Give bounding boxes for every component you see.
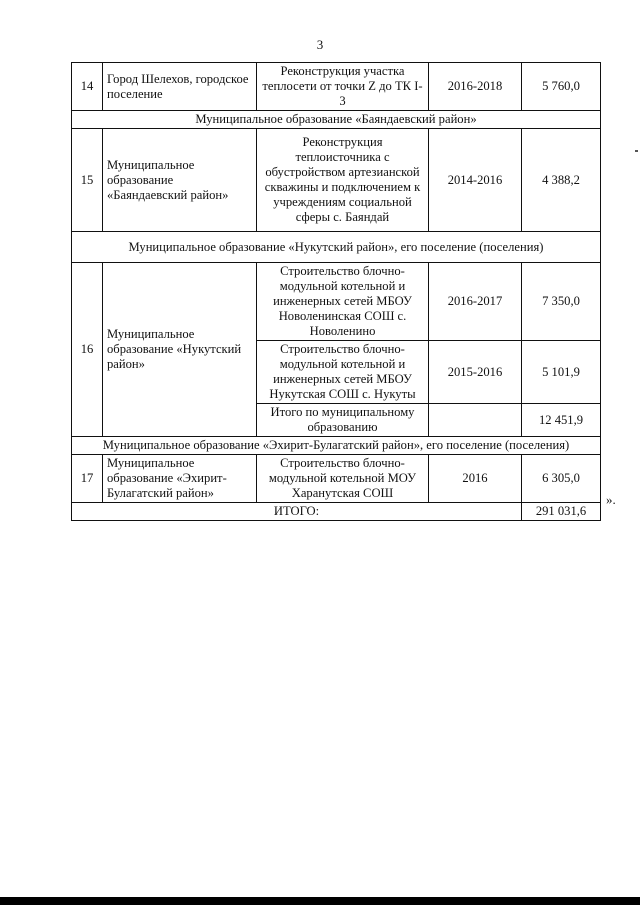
years-cell: 2016 xyxy=(429,455,522,503)
table-row xyxy=(72,455,601,503)
section-row xyxy=(72,437,601,455)
total-label: ИТОГО: xyxy=(72,503,522,521)
subtotal-amount: 12 451,9 xyxy=(522,404,601,437)
subtotal-label: Итого по муниципальному образованию xyxy=(257,404,429,437)
years-cell: 2014-2016 xyxy=(429,129,522,232)
years-cell: 2016-2017 xyxy=(429,263,522,341)
total-row xyxy=(72,503,601,521)
page-number: 3 xyxy=(316,37,324,52)
municipality-cell: Муниципальное образование «Нукутский район» xyxy=(103,263,257,437)
amount-cell: 5 760,0 xyxy=(522,63,601,111)
amount-cell: 4 388,2 xyxy=(522,129,601,232)
amount-cell: 5 101,9 xyxy=(522,341,601,404)
section-title: Муниципальное образование «Баяндаевский район» xyxy=(72,111,601,129)
row-number: 17 xyxy=(72,455,103,503)
project-cell: Реконструкция участка теплосети от точки Z до ТК I-3 xyxy=(257,63,429,111)
empty-cell xyxy=(429,404,522,437)
section-title: Муниципальное образование «Нукутский район», его поселение (поселения) xyxy=(72,232,601,263)
project-cell: Реконструкция теплоисточника с обустройством артезианской скважины и подключением к учреждениям социальной сферы с. Баяндай xyxy=(257,129,429,232)
scan-edge-mark xyxy=(635,150,638,152)
section-title: Муниципальное образование «Эхирит-Булагатский район», его поселение (поселения) xyxy=(72,437,601,455)
row-number: 15 xyxy=(72,129,103,232)
projects-table xyxy=(71,62,601,521)
project-cell: Строительство блочно-модульной котельной и инженерных сетей МБОУ Нукутская СОШ с. Нукуты xyxy=(257,341,429,404)
municipality-cell: Муниципальное образование «Эхирит-Булагатский район» xyxy=(103,455,257,503)
section-row xyxy=(72,232,601,263)
municipality-cell: Муниципальное образование «Баяндаевский район» xyxy=(103,129,257,232)
row-number: 16 xyxy=(72,263,103,437)
section-row xyxy=(72,111,601,129)
row-number: 14 xyxy=(72,63,103,111)
amount-cell: 7 350,0 xyxy=(522,263,601,341)
years-cell: 2016-2018 xyxy=(429,63,522,111)
table-row xyxy=(72,129,601,232)
project-cell: Строительство блочно-модульной котельной и инженерных сетей МБОУ Новоленинская СОШ с. Новоленино xyxy=(257,263,429,341)
table-row xyxy=(72,263,601,341)
scan-bottom-edge xyxy=(0,897,640,905)
closing-quote-mark: ». xyxy=(606,492,616,507)
amount-cell: 6 305,0 xyxy=(522,455,601,503)
project-cell: Строительство блочно-модульной котельной МОУ Харанутская СОШ xyxy=(257,455,429,503)
total-amount: 291 031,6 xyxy=(522,503,601,521)
table-row xyxy=(72,63,601,111)
municipality-cell: Город Шелехов, городское поселение xyxy=(103,63,257,111)
years-cell: 2015-2016 xyxy=(429,341,522,404)
